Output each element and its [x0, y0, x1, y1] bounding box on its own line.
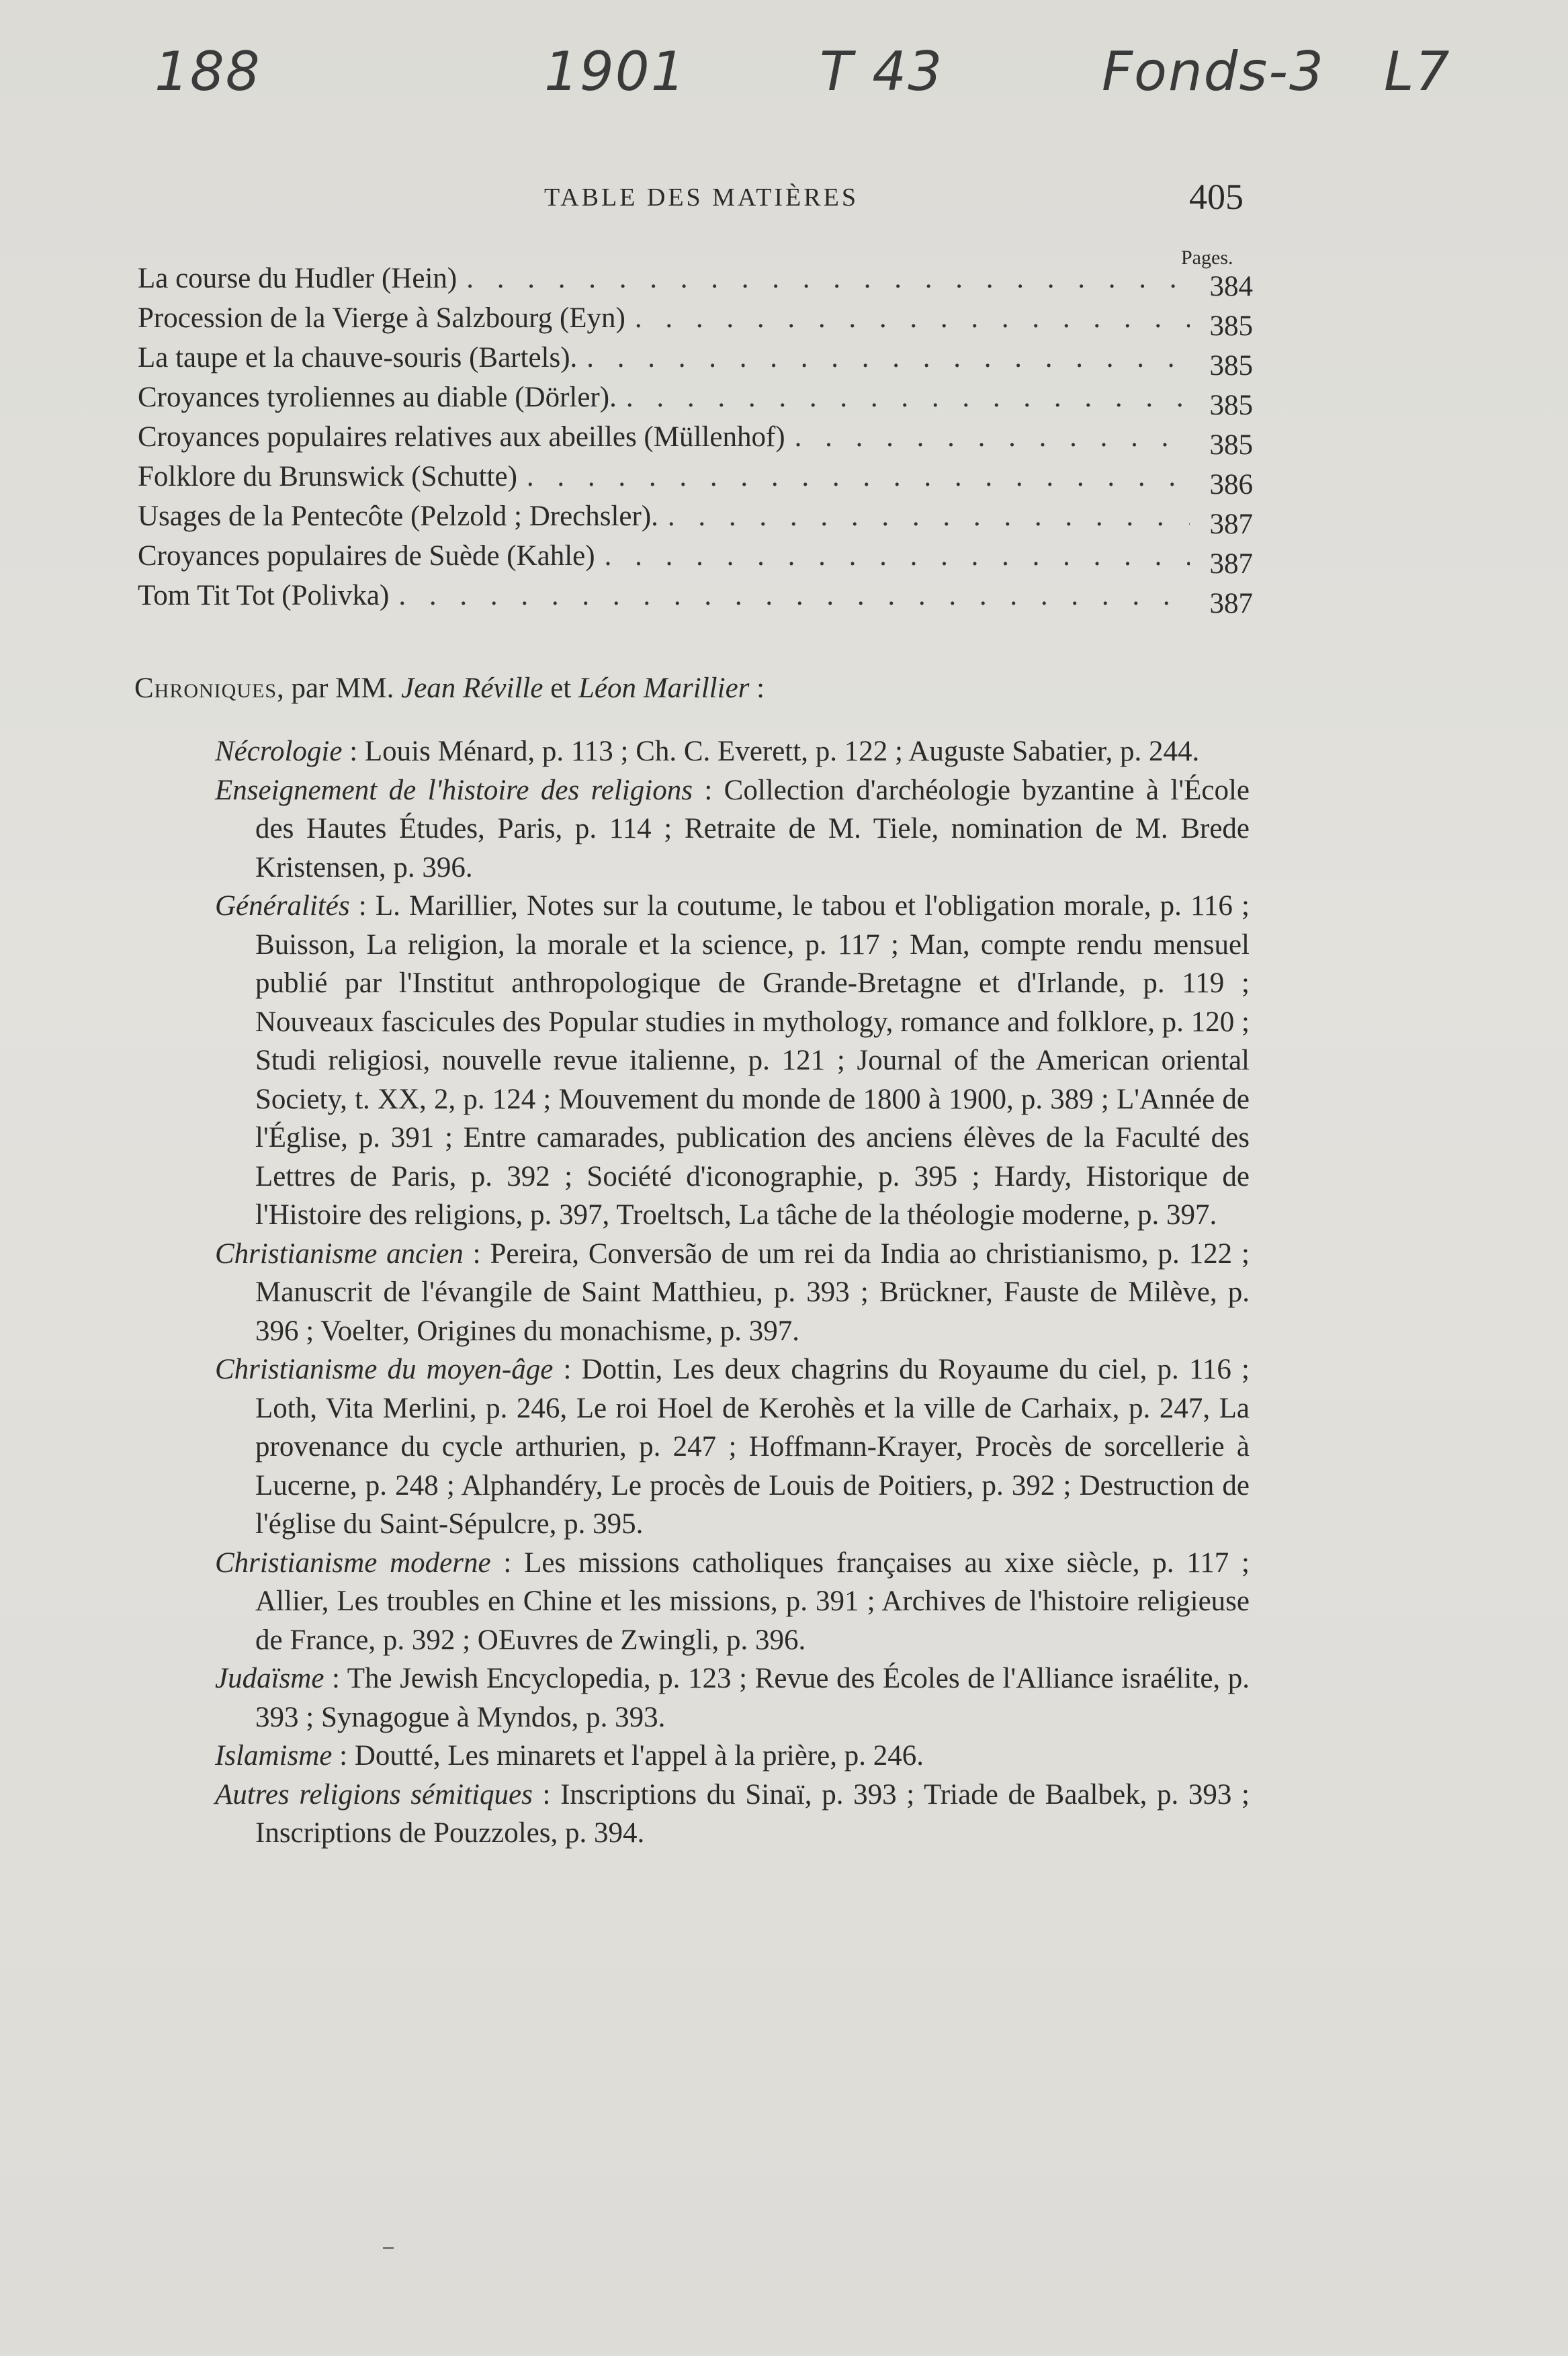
- toc-entry: [138, 262, 1253, 302]
- toc-entry-title: Procession de la Vierge à Salzbourg (Eyn): [138, 302, 625, 334]
- toc-entry-page: 387: [1209, 509, 1253, 540]
- toc-entry-title: Croyances populaires de Suède (Kahle): [138, 540, 595, 572]
- chronique-entry: [215, 771, 1250, 887]
- chroniques-by: , par MM.: [277, 672, 394, 704]
- toc-entry-page: 385: [1209, 310, 1253, 342]
- entry-text: : Dottin, Les deux chagrins du Royaume du ciel, p. 116 ; Loth, Vita Merlini, p. 246, Le roi Hoel de Kerohès et la ville de Carhaix, p. 247, La provenance du cycle arthurien, p. 247 ; Hoffmann-Krayer, Procès de sorcellerie à Lucerne, p. 248 ; Alphandéry, Le procès de Louis de Poitiers, p. 392 ; Destruction de l'église du Saint-Sépulcre, p. 395.: [255, 1354, 1250, 1540]
- dot-leader: [605, 539, 1190, 572]
- page-number: 405: [1189, 177, 1244, 217]
- chronique-entry: [215, 1544, 1250, 1660]
- toc-entry: [138, 381, 1253, 421]
- chronique-entry: [215, 1350, 1250, 1544]
- toc-entry-title: La taupe et la chauve-souris (Bartels).: [138, 342, 578, 374]
- toc-entry: [138, 460, 1253, 500]
- handwritten-note: 1901: [544, 40, 687, 103]
- toc-entry-title: Usages de la Pentecôte (Pelzold ; Drechsler).: [138, 500, 658, 532]
- toc-entry-page: 386: [1209, 469, 1253, 500]
- chronique-entry: [215, 1776, 1250, 1853]
- toc-entry: [138, 500, 1253, 539]
- toc-entry-page: 387: [1209, 588, 1253, 619]
- dot-leader: [795, 421, 1190, 453]
- author-name: Jean Réville: [401, 672, 543, 704]
- toc-entry: [138, 421, 1253, 460]
- conjunction: et: [550, 672, 572, 704]
- entry-text: : Louis Ménard, p. 113 ; Ch. C. Everett, p. 122 ; Auguste Sabatier, p. 244.: [342, 736, 1200, 767]
- toc-entry-page: 387: [1209, 548, 1253, 580]
- toc-entry: [138, 302, 1253, 341]
- toc-entry-page: 385: [1209, 429, 1253, 461]
- chronique-entry: [215, 1737, 1250, 1776]
- chronique-entry: [215, 732, 1250, 771]
- entry-text: : Inscriptions du Sinaï, p. 393 ; Triade de Baalbek, p. 393 ; Inscriptions de Pouzzoles, p. 394.: [255, 1778, 1250, 1849]
- entry-label: Nécrologie: [215, 736, 343, 767]
- colon: :: [756, 672, 765, 704]
- handwritten-note: 188: [155, 40, 261, 103]
- table-of-contents: [138, 262, 1253, 619]
- entry-text: : Les missions catholiques françaises au xixe siècle, p. 117 ; Allier, Les troubles en Chine et les missions, p. 391 ; Archives de l'histoire religieuse de France, p. 392 ; OEuvres de Zwingli, p. 396.: [255, 1546, 1250, 1656]
- chronique-entry: [215, 887, 1250, 1235]
- toc-entry-title: Folklore du Brunswick (Schutte): [138, 461, 517, 492]
- chroniques-heading: [134, 672, 765, 705]
- pages-column-label: Pages.: [1181, 247, 1233, 269]
- entry-label: Islamisme: [215, 1740, 333, 1772]
- handwritten-note: L7: [1384, 40, 1451, 103]
- entry-label: Judaïsme: [215, 1663, 324, 1694]
- toc-entry-page: 385: [1209, 350, 1253, 382]
- toc-entry-page: 384: [1209, 271, 1253, 302]
- dot-leader: [626, 381, 1190, 414]
- toc-entry: [138, 341, 1253, 381]
- handwritten-note: Fonds-3: [1102, 40, 1325, 103]
- margin-mark: [383, 2247, 394, 2249]
- dot-leader: [527, 460, 1190, 493]
- running-head: TABLE DES MATIÈRES: [544, 183, 859, 212]
- chronique-entry: [215, 1235, 1250, 1351]
- entry-label: Christianisme moderne: [215, 1546, 491, 1579]
- entry-label: Généralités: [215, 890, 350, 922]
- toc-entry-page: 385: [1209, 390, 1253, 421]
- dot-leader: [668, 500, 1190, 533]
- dot-leader: [635, 302, 1190, 335]
- toc-entry-title: La course du Hudler (Hein): [138, 263, 458, 294]
- dot-leader: [586, 341, 1190, 374]
- entry-text: : L. Marillier, Notes sur la coutume, le tabou et l'obligation morale, p. 116 ; Buisson, La religion, la morale et la science, p. 117 ; Man, compte rendu mensuel publié par l'Institut anthropologique de Grande-Bretagne et d'Irlande, p. 119 ; Nouveaux fascicules des Popular studies in mythology, romance and folklore, p. 120 ; Studi religiosi, nouvelle revue italienne, p. 121 ; Journal of the American oriental Society, t. XX, 2, p. 124 ; Mouvement du monde de 1800 à 1900, p. 389 ; L'Année de l'Église, p. 391 ; Entre camarades, publication des anciens élèves de la Faculté des Lettres de Paris, p. 392 ; Société d'iconographie, p. 395 ; Hardy, Historique de l'Histoire des religions, p. 397, Troeltsch, La tâche de la théologie moderne, p. 397.: [255, 890, 1250, 1231]
- entry-label: Enseignement de l'histoire des religions: [215, 774, 693, 806]
- handwritten-note: T 43: [820, 40, 944, 103]
- entry-label: Christianisme du moyen-âge: [215, 1354, 554, 1385]
- entry-text: : Doutté, Les minarets et l'appel à la prière, p. 246.: [332, 1740, 924, 1772]
- toc-entry-title: Tom Tit Tot (Polivka): [138, 580, 390, 611]
- toc-entry: [138, 539, 1253, 579]
- entry-label: Autres religions sémitiques: [215, 1778, 533, 1810]
- chronique-entry: [215, 1659, 1250, 1737]
- entry-text: : The Jewish Encyclopedia, p. 123 ; Revue des Écoles de l'Alliance israélite, p. 393 ; Synagogue à Myndos, p. 393.: [255, 1663, 1250, 1733]
- author-name: Léon Marillier: [578, 672, 750, 704]
- toc-entry-title: Croyances tyroliennes au diable (Dörler).: [138, 382, 617, 413]
- chroniques-entries: [215, 732, 1250, 1853]
- entry-text: : Collection d'archéologie byzantine à l'École des Hautes Études, Paris, p. 114 ; Retraite de M. Tiele, nomination de M. Brede Kristensen, p. 396.: [255, 774, 1250, 883]
- entry-label: Christianisme ancien: [215, 1237, 464, 1270]
- toc-entry-title: Croyances populaires relatives aux abeilles (Müllenhof): [138, 421, 785, 453]
- toc-entry: [138, 579, 1253, 619]
- entry-text: : Pereira, Conversão de um rei da India ao christianismo, p. 122 ; Manuscrit de l'évangile de Saint Matthieu, p. 393 ; Brückner, Fauste de Milève, p. 396 ; Voelter, Origines du monachisme, p. 397.: [255, 1237, 1250, 1347]
- dot-leader: [466, 262, 1190, 295]
- chroniques-title: Chroniques: [134, 672, 277, 704]
- dot-leader: [398, 579, 1190, 612]
